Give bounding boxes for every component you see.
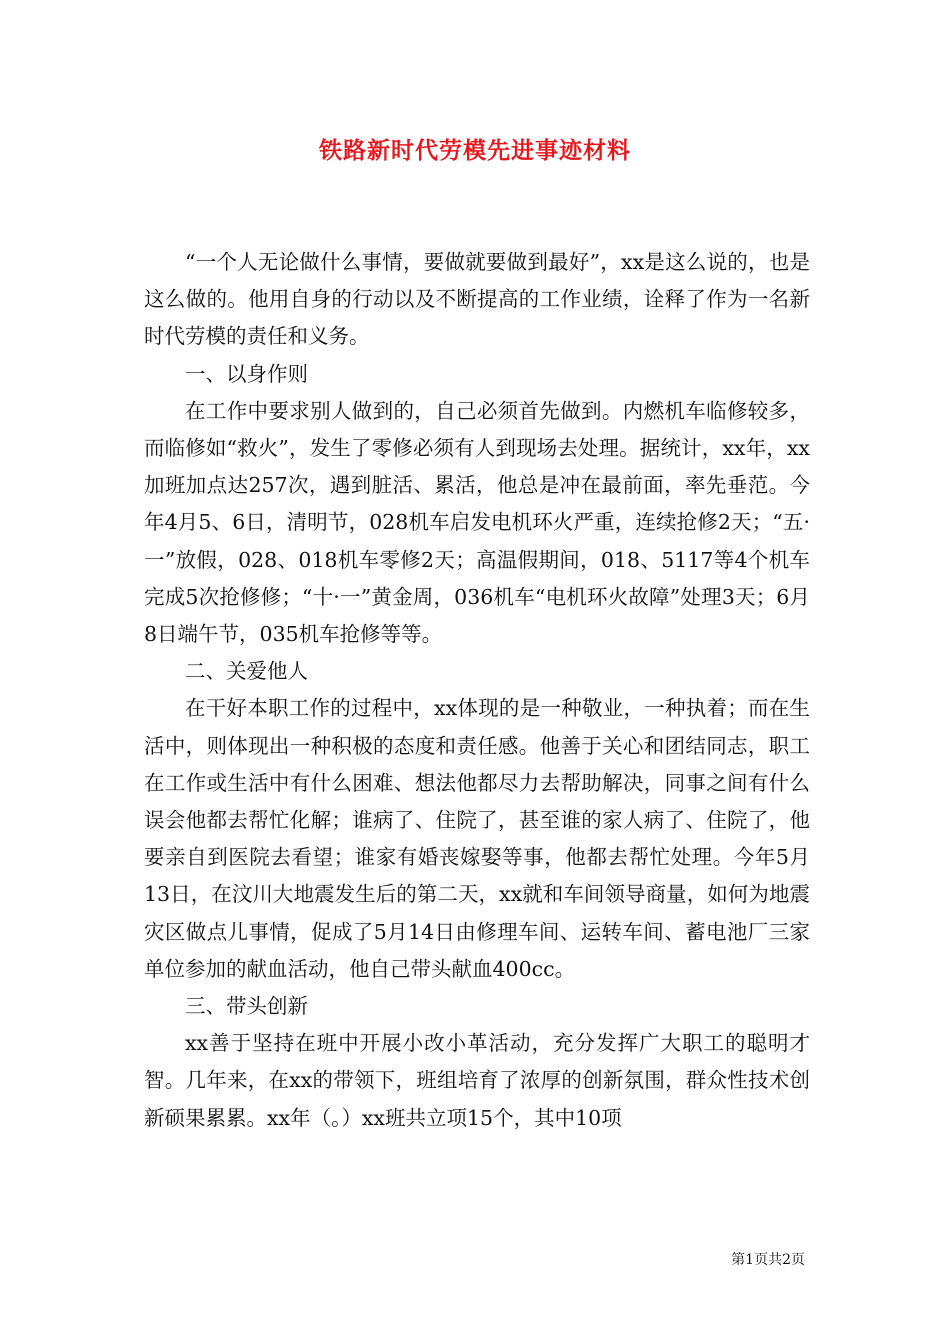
section-heading-2: 二、关爱他人 [185,659,308,684]
section-heading-1: 一、以身作则 [185,361,308,386]
section-2-paragraph: 在干好本职工作的过程中，xx体现的是一种敬业，一种执着；而在生活中，则体现出一种积极的态度和责任感。他善于关心和团结同志，职工在工作或生活中有什么困难、想法他都尽力去帮助解决，同事之间有什么误会他都去帮忙化解；谁病了、住院了，甚至谁的家人病了、住院了，他要亲自到医院去看望；谁家有婚丧嫁娶等事，他都去帮忙处理。今年5月13日，在汶川大地震发生后的第二天，xx就和车间领导商量，如何为地震灾区做点儿事情，促成了5月14日由修理车间、运转车间、蓄电池厂三家单位参加的献血活动，他自己带头献血400cc。 [144,696,810,981]
section-heading-3: 三、带头创新 [185,994,308,1019]
intro-paragraph: “一个人无论做什么事情，要做就要做到最好”，xx是这么说的，也是这么做的。他用自身的行动以及不断提高的工作业绩，诠释了作为一名新时代劳模的责任和义务。 [144,250,810,349]
page-number: 第1页共2页 [731,1252,805,1268]
document-body [144,244,810,1137]
document-title: 铁路新时代劳模先进事迹材料 [319,137,631,164]
section-3-paragraph: xx善于坚持在班中开展小改小革活动，充分发挥广大职工的聪明才智。几年来，在xx的带领下，班组培育了浓厚的创新氛围，群众性技术创新硕果累累。xx年（。）xx班共立项15个，其中10项 [144,1031,810,1130]
section-1-paragraph: 在工作中要求别人做到的，自己必须首先做到。内燃机车临修较多，而临修如“救火”，发生了零修必须有人到现场去处理。据统计，xx年，xx加班加点达257次，遇到脏活、累活，他总是冲在最前面，率先垂范。今年4月5、6日，清明节，028机车启发电机环火严重，连续抢修2天；“五·一”放假，028、018机车零修2天；高温假期间，018、5117等4个机车完成5次抢修修；“十·一”黄金周，036机车“电机环火故障”处理3天；6月8日端午节，035机车抢修等等。 [144,398,810,647]
